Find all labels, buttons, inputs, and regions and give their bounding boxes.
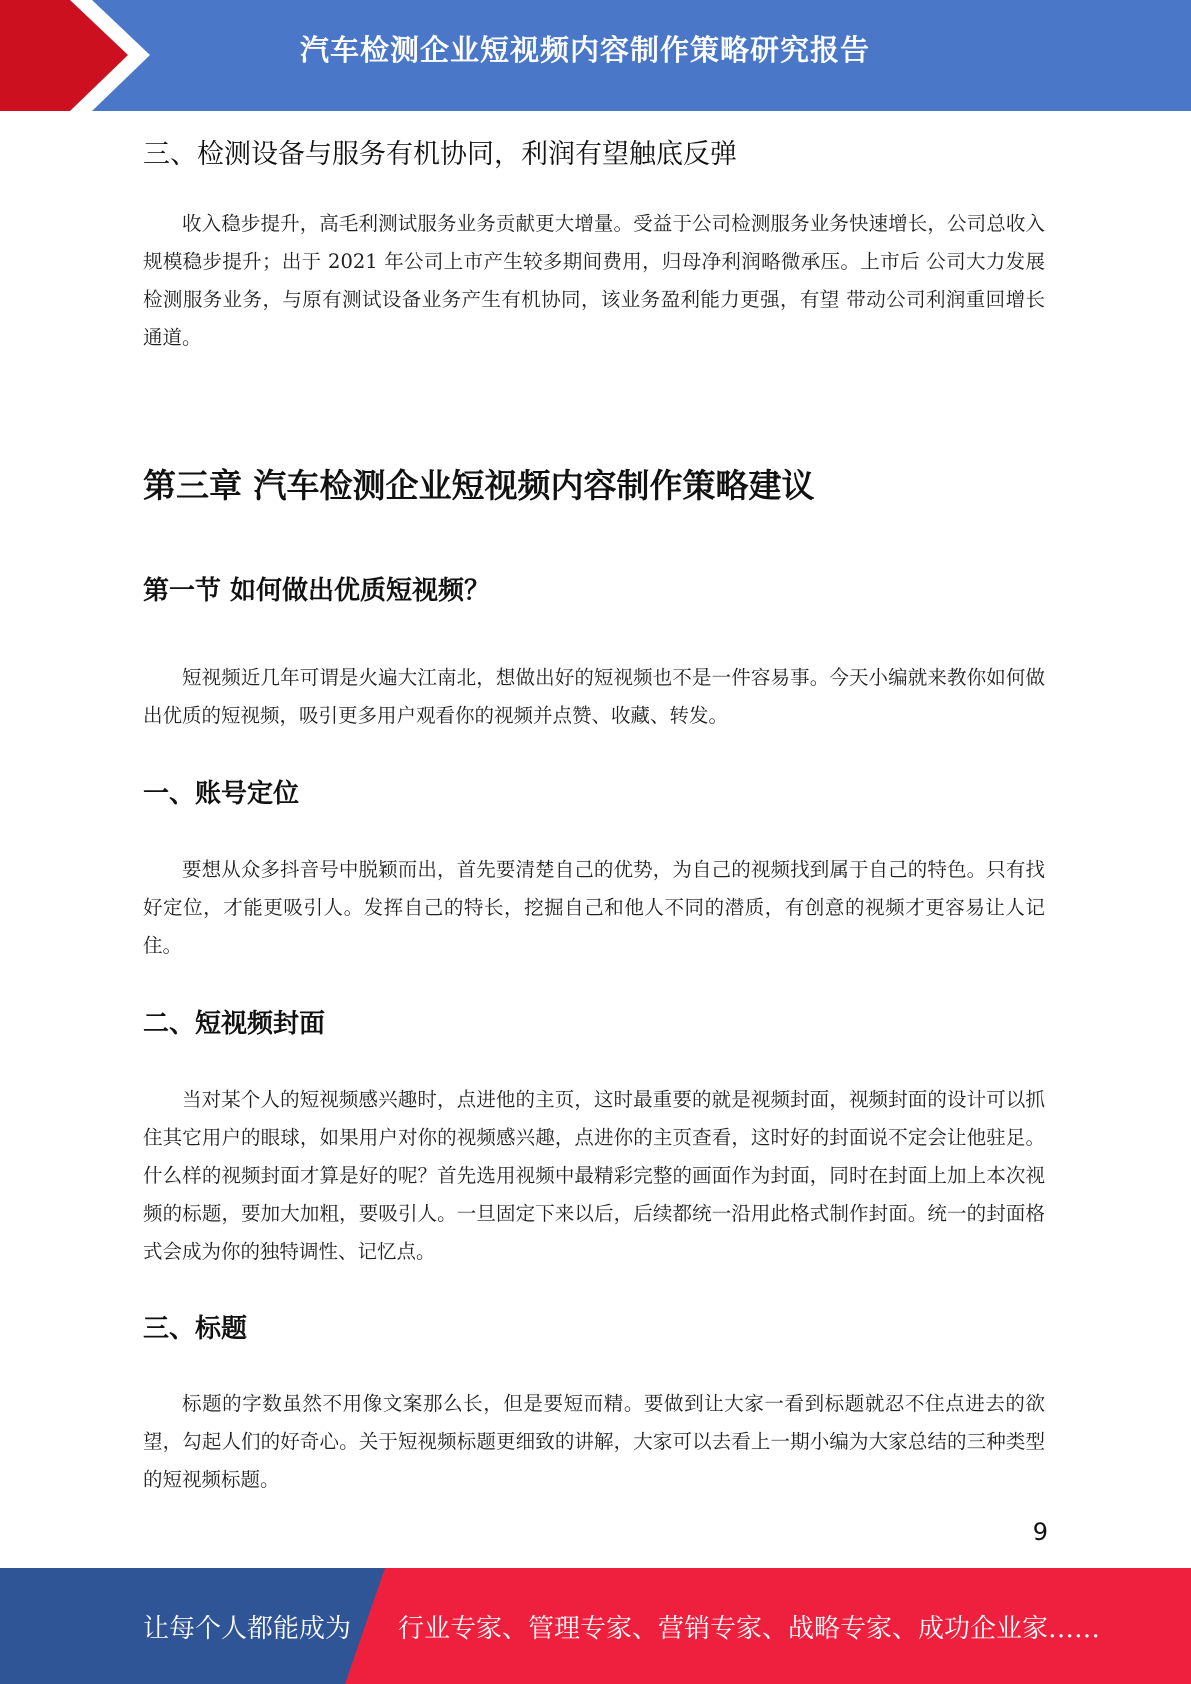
section-title: 第一节 如何做出优质短视频？: [143, 576, 491, 606]
footer-slogan-left: 让每个人都能成为: [143, 1614, 352, 1644]
page-footer: [0, 1568, 1191, 1684]
paragraph-title-tips: 标题的字数虽然不用像文案那么长，但是要短而精。要做到让大家一看到标题就忍不住点进去的欲望，勾起人们的好奇心。关于短视频标题更细致的讲解，大家可以去看上一期小编为大家总结的三种类型的短视频标题。: [143, 1392, 1045, 1491]
heading-account-positioning: 一、账号定位: [143, 779, 300, 809]
sub-heading-profit: 三、检测设备与服务有机协同，利润有望触底反弹: [143, 139, 737, 170]
page-number: 9: [1032, 1518, 1048, 1546]
chapter-title: 第三章 汽车检测企业短视频内容制作策略建议: [143, 466, 815, 505]
footer-slogan-right: 行业专家、管理专家、营销专家、战略专家、成功企业家……: [398, 1614, 1101, 1644]
paragraph-positioning: 要想从众多抖音号中脱颖而出，首先要清楚自己的优势，为自己的视频找到属于自己的特色。只有找好定位，才能更吸引人。发挥自己的特长，挖掘自己和他人不同的潜质，有创意的视频才更容易让人记住。: [143, 858, 1045, 957]
page-header: [0, 0, 1191, 111]
paragraph-cover: 当对某个人的短视频感兴趣时，点进他的主页，这时最重要的就是视频封面，视频封面的设计可以抓住其它用户的眼球，如果用户对你的视频感兴趣，点进你的主页查看，这时好的封面说不定会让他驻足。什么样的视频封面才算是好的呢？首先选用视频中最精彩完整的画面作为封面，同时在封面上加上本次视频的标题，要加大加粗，要吸引人。一旦固定下来以后，后续都统一沿用此格式制作封面。统一的封面格式会成为你的独特调性、记忆点。: [143, 1088, 1045, 1263]
paragraph-revenue: 收入稳步提升，高毛利测试服务业务贡献更大增量。受益于公司检测服务业务快速增长，公司总收入规模稳步提升；出于 2021 年公司上市产生较多期间费用，归母净利润略微承压。上市后 公司大力发展检测服务业务，与原有测试设备业务产生有机协同，该业务盈利能力更强，有望 带动公司利润重回增长通道。: [143, 212, 1045, 349]
paragraph-intro: 短视频近几年可谓是火遍大江南北，想做出好的短视频也不是一件容易事。今天小编就来教你如何做出优质的短视频，吸引更多用户观看你的视频并点赞、收藏、转发。: [143, 666, 1045, 727]
heading-title: 三、标题: [143, 1314, 248, 1344]
heading-video-cover: 二、短视频封面: [143, 1009, 326, 1039]
header-title: 汽车检测企业短视频内容制作策略研究报告: [300, 33, 871, 67]
